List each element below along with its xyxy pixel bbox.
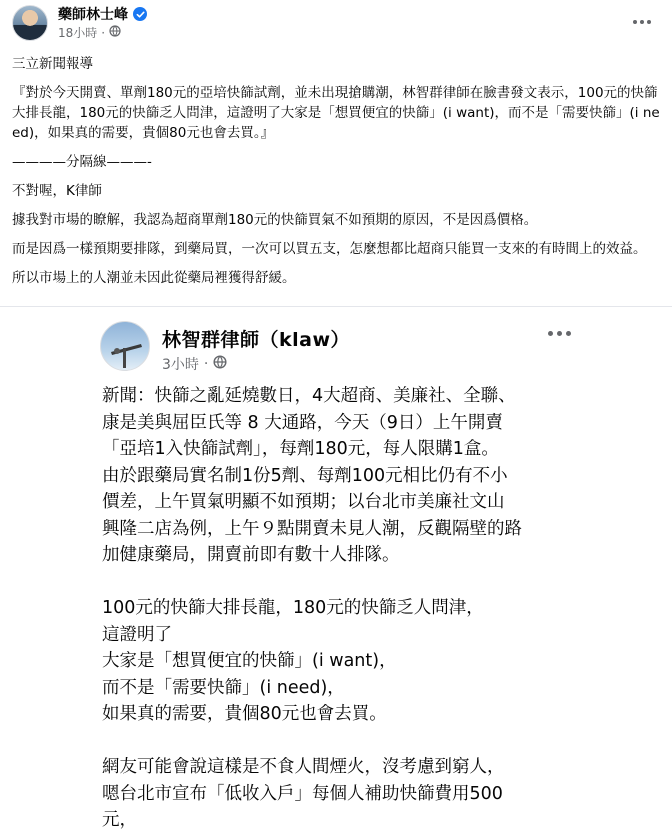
author-row <box>58 4 147 24</box>
post-paragraph: 而是因爲一樣預期要排隊，到藥局買，一次可以買五支，怎麼想都比超商只能買一支來的有時間上的效益。 <box>12 241 647 257</box>
more-options-icon[interactable] <box>628 8 656 36</box>
embedded-meta <box>162 354 227 374</box>
embedded-line: 新聞：快篩之亂延燒數日，4大超商、美廉社、全聯、 <box>102 386 516 406</box>
embedded-line: 興隆二店為例，上午９點開賣未見人潮，反觀隔壁的路 <box>102 518 522 539</box>
post-paragraph: 不對喔，K律師 <box>12 183 102 199</box>
embedded-author-avatar <box>100 321 150 371</box>
author-avatar[interactable] <box>12 5 48 41</box>
embedded-line: 網友可能會說這樣是不食人間煙火，沒考慮到窮人， <box>102 757 505 777</box>
embedded-line: 這證明了 <box>102 624 172 645</box>
embedded-line: 嗯台北市宣布「低收入戶」每個人補助快篩費用500 <box>102 783 503 804</box>
post-timestamp[interactable]: 18小時 <box>58 26 98 40</box>
paragraph-gap <box>102 728 562 755</box>
post-paragraph: 所以市場上的人潮並未因此從藥局裡獲得舒緩。 <box>12 270 296 286</box>
post-meta <box>58 24 121 41</box>
embedded-screenshot[interactable] <box>0 306 672 830</box>
post-paragraph: ————分隔線———- <box>12 154 152 170</box>
embedded-author-name: 林智群律師（klaw） <box>162 329 351 351</box>
embedded-line: 「亞培1入快篩試劑」，每劑180元，每人限購1盒。 <box>102 439 499 459</box>
embedded-line: 康是美與屈臣氏等 8 大通路，今天（9日）上午開賣 <box>102 412 503 433</box>
embedded-globe-icon <box>213 355 227 373</box>
embedded-timestamp: 3小時 <box>162 357 199 373</box>
post-text <box>12 54 660 297</box>
embedded-line: 加健康藥局，開賣前即有數十人排隊。 <box>102 545 400 565</box>
paragraph-gap <box>102 569 562 596</box>
embedded-meta-separator: · <box>203 356 209 372</box>
author-name[interactable]: 藥師林士峰 <box>58 7 128 23</box>
globe-icon <box>109 25 121 40</box>
embedded-line: 大家是「想買便宜的快篩」(i want)， <box>102 651 397 671</box>
post-header <box>0 0 672 44</box>
verified-badge-icon <box>133 7 147 21</box>
embedded-line: 價差，上午買氣明顯不如預期；以台北市美廉社文山 <box>102 492 505 512</box>
post-paragraph: 『對於今天開賣、單劑180元的亞培快篩試劑，並未出現搶購潮，林智群律師在臉書發文表示，100元的快篩大排長龍，180元的快篩乏人問津，這證明了大家是「想買便宜的快篩」(i want)，而不是「需要快篩」(i need)，如果真的需要，貴個80元也會去買。』 <box>12 85 660 141</box>
post-paragraph: 三立新聞報導 <box>12 56 93 72</box>
meta-separator: · <box>101 25 106 40</box>
embedded-line: 元， <box>102 810 137 830</box>
post-paragraph: 據我對市場的瞭解，我認為超商單劑180元的快篩買氣不如預期的原因，不是因爲價格。 <box>12 212 538 228</box>
embedded-line: 100元的快篩大排長龍，180元的快篩乏人問津， <box>102 598 484 618</box>
embedded-body <box>102 383 562 834</box>
embedded-line: 如果真的需要，貴個80元也會去買。 <box>102 704 387 724</box>
embedded-more-options-icon <box>548 331 571 336</box>
embedded-line: 由於跟藥局實名制1份5劑、每劑100元相比仍有不小 <box>102 465 508 486</box>
embedded-line: 而不是「需要快篩」(i need)， <box>102 677 345 698</box>
